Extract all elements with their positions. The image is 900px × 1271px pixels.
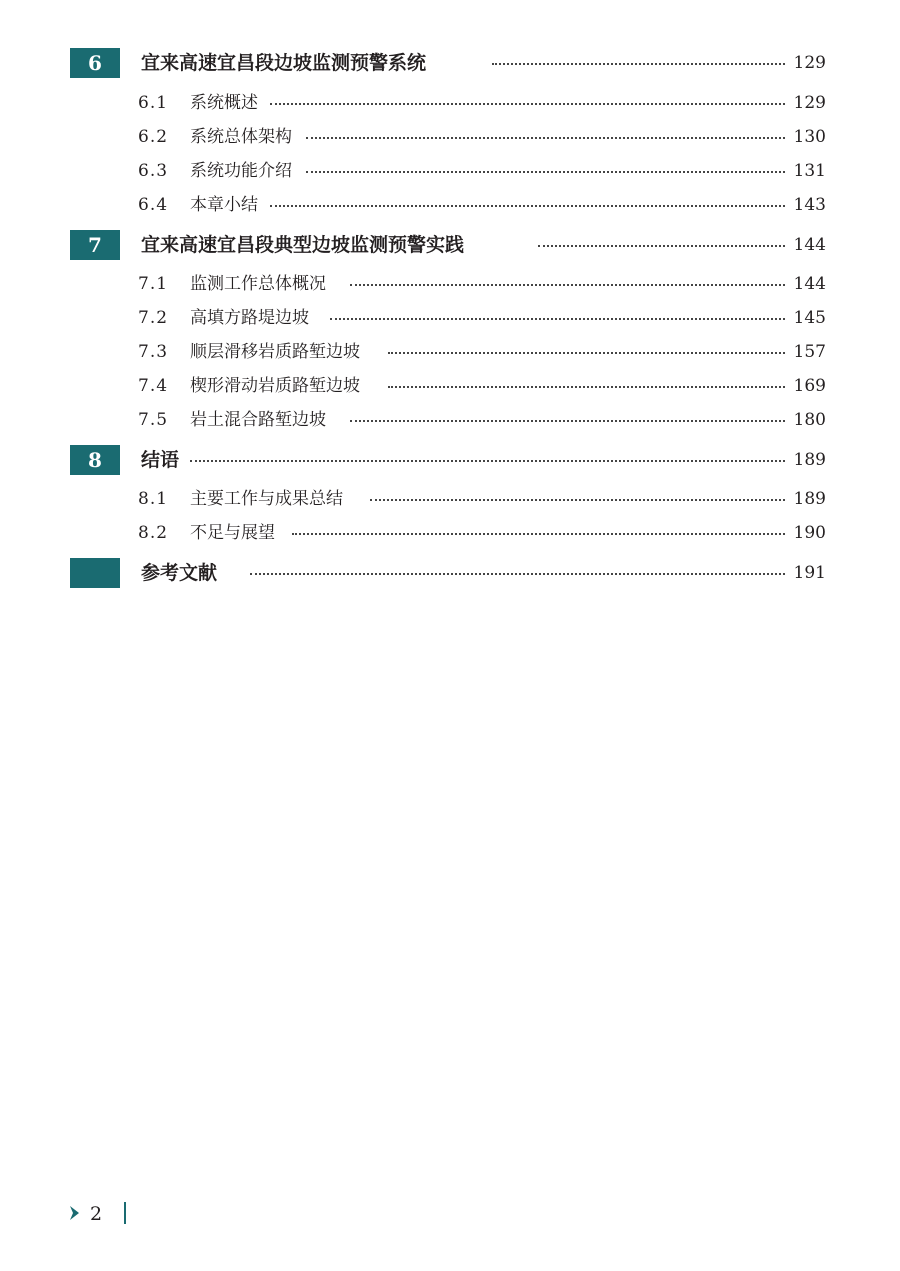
section-number: 7.2 <box>138 308 169 328</box>
section-number: 7.5 <box>138 410 169 430</box>
page-number: 157 <box>793 342 826 362</box>
dot-leader <box>350 420 785 422</box>
page-number: 189 <box>793 450 826 470</box>
section-title: 系统概述 <box>190 93 258 113</box>
section-title: 系统总体架构 <box>190 127 292 147</box>
section-number: 8.2 <box>138 523 169 543</box>
toc-section-row[interactable] <box>0 515 900 551</box>
toc-chapter-row[interactable] <box>0 227 900 263</box>
page-number: 144 <box>793 235 826 255</box>
chapter-title: 宜来高速宜昌段边坡监测预警系统 <box>141 52 427 74</box>
section-title: 本章小结 <box>190 195 258 215</box>
chapter-title: 参考文献 <box>141 562 218 584</box>
toc-section-row[interactable] <box>0 187 900 223</box>
dot-leader <box>306 137 785 139</box>
section-title: 不足与展望 <box>190 523 275 543</box>
toc-section-row[interactable] <box>0 85 900 121</box>
section-number: 6.4 <box>138 195 169 215</box>
chapter-number-badge: 8 <box>70 445 120 475</box>
chapter-number-badge <box>70 558 120 588</box>
toc-section-row[interactable] <box>0 300 900 336</box>
toc-chapter-row[interactable] <box>0 45 900 81</box>
toc-chapter-row[interactable] <box>0 555 900 591</box>
page-number: 180 <box>793 410 826 430</box>
dot-leader <box>190 460 785 462</box>
footer-divider <box>124 1202 126 1224</box>
page-number: 190 <box>793 523 826 543</box>
dot-leader <box>292 533 785 535</box>
section-title: 高填方路堤边坡 <box>190 308 309 328</box>
section-title: 监测工作总体概况 <box>190 274 326 294</box>
dot-leader <box>492 63 785 65</box>
chevron-right-icon <box>68 1203 82 1227</box>
page-number: 143 <box>793 195 826 215</box>
footer-page-number: 2 <box>90 1203 103 1225</box>
dot-leader <box>370 499 785 501</box>
dot-leader <box>388 352 785 354</box>
dot-leader <box>306 171 785 173</box>
toc-section-row[interactable] <box>0 119 900 155</box>
section-title: 系统功能介绍 <box>190 161 292 181</box>
section-number: 7.1 <box>138 274 169 294</box>
page-number: 191 <box>793 563 826 583</box>
toc-section-row[interactable] <box>0 402 900 438</box>
chapter-title: 宜来高速宜昌段典型边坡监测预警实践 <box>141 234 465 256</box>
section-number: 6.3 <box>138 161 169 181</box>
dot-leader <box>250 573 785 575</box>
dot-leader <box>388 386 785 388</box>
chapter-number-badge: 6 <box>70 48 120 78</box>
dot-leader <box>270 103 785 105</box>
dot-leader <box>538 245 785 247</box>
page-number: 129 <box>793 53 826 73</box>
chapter-number-badge: 7 <box>70 230 120 260</box>
toc-section-row[interactable] <box>0 153 900 189</box>
page-number: 169 <box>793 376 826 396</box>
section-number: 6.1 <box>138 93 169 113</box>
section-number: 7.3 <box>138 342 169 362</box>
page-number: 189 <box>793 489 826 509</box>
toc-section-row[interactable] <box>0 334 900 370</box>
page-number: 130 <box>793 127 826 147</box>
section-number: 6.2 <box>138 127 169 147</box>
dot-leader <box>350 284 785 286</box>
section-title: 主要工作与成果总结 <box>190 489 343 509</box>
toc-section-row[interactable] <box>0 266 900 302</box>
section-number: 7.4 <box>138 376 169 396</box>
page-number: 129 <box>793 93 826 113</box>
dot-leader <box>270 205 785 207</box>
page-number: 145 <box>793 308 826 328</box>
page-number: 131 <box>793 161 826 181</box>
section-title: 楔形滑动岩质路堑边坡 <box>190 376 360 396</box>
toc-chapter-row[interactable] <box>0 442 900 478</box>
dot-leader <box>330 318 785 320</box>
chapter-title: 结语 <box>141 449 180 471</box>
toc-section-row[interactable] <box>0 368 900 404</box>
toc-section-row[interactable] <box>0 481 900 517</box>
section-title: 顺层滑移岩质路堑边坡 <box>190 342 360 362</box>
section-title: 岩土混合路堑边坡 <box>190 410 326 430</box>
page-number: 144 <box>793 274 826 294</box>
section-number: 8.1 <box>138 489 169 509</box>
